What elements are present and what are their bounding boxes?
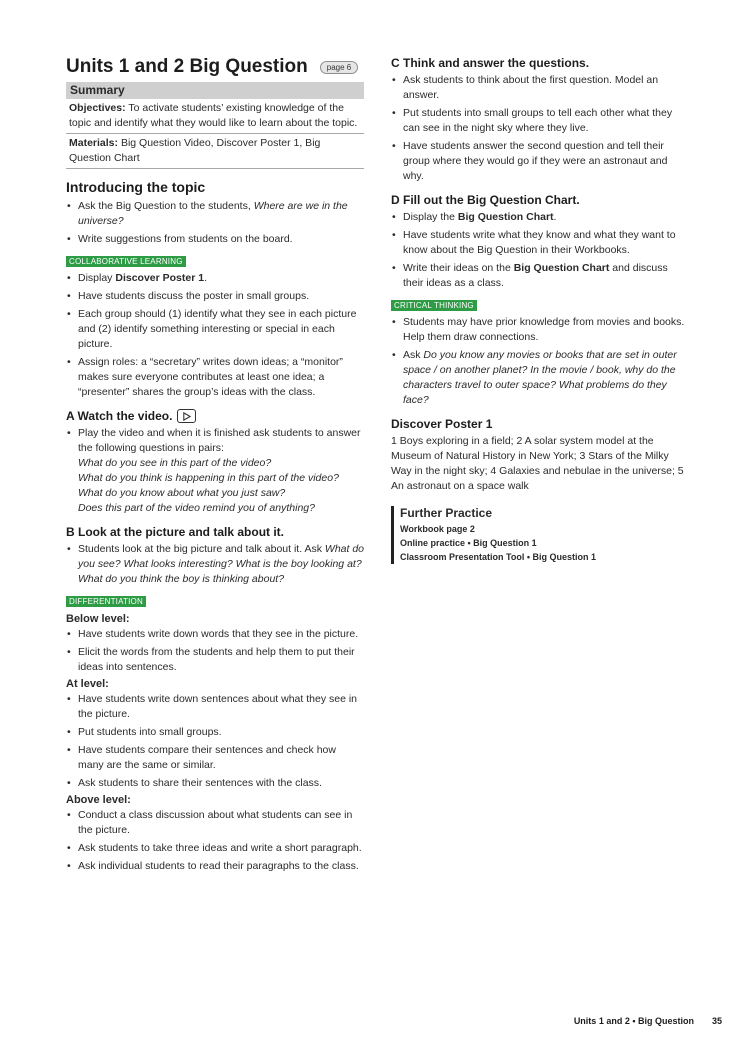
list-item: • Ask students to share their sentences with the class.: [66, 776, 364, 791]
list-item: • Have students discuss the poster in small groups.: [66, 289, 364, 304]
step-b-heading: B Look at the picture and talk about it.: [66, 525, 285, 539]
further-practice-box: [391, 506, 691, 564]
collab-list: [66, 271, 364, 400]
objectives-row: [66, 99, 364, 134]
critical-thinking-tag: CRITICAL THINKING: [391, 300, 477, 311]
summary-box: [66, 82, 364, 169]
page-number: 35: [711, 1016, 722, 1026]
list-item: • Write suggestions from students on the board.: [66, 232, 364, 247]
further-practice-item: Online practice • Big Question 1: [400, 538, 537, 548]
further-practice-item: Workbook page 2: [400, 524, 475, 534]
below-level-label: Below level:: [66, 613, 130, 625]
materials-text: Big Question Video, Discover Poster 1, Big Question Chart: [69, 137, 321, 164]
list-item: • Have students compare their sentences and check how many are the same or similar.: [66, 743, 364, 773]
question-1: What do you see in this part of the video?: [78, 457, 272, 469]
list-item: • Play the video and when it is finished ask students to answer the following questions in pairs: What do you see in this part of the video? What do you think is happening in this part of the video? What do you know about what you just saw? Does this part of the video remind you of anything?: [66, 426, 364, 516]
list-item: • Have students write what they know and what they want to know about the Big Question in their Workbooks.: [391, 228, 691, 258]
list-item: • Students look at the big picture and talk about it. Ask What do you see? What looks interesting? What is the boy looking at? What do you think the boy is thinking about?: [66, 542, 364, 587]
differentiation-tag: DIFFERENTIATION: [66, 596, 146, 607]
step-c-list: [391, 73, 691, 184]
list-item: • Display the Big Question Chart.: [391, 210, 691, 225]
step-a-list: [66, 426, 364, 516]
list-item: • Ask the Big Question to the students, Where are we in the universe?: [66, 199, 364, 229]
list-item: • Ask individual students to read their paragraphs to the class.: [66, 859, 364, 874]
discover-poster-text: 1 Boys exploring in a field; 2 A solar system model at the Museum of Natural History in New York; 3 Stars of the Milky Way in the night sky; 4 Galaxies and nebulae in the universe; 5 An astronaut on a space walk: [391, 435, 684, 492]
discover-poster-heading: Discover Poster 1: [391, 417, 493, 431]
at-level-list: [66, 692, 364, 791]
play-video-icon[interactable]: [177, 409, 196, 423]
list-item: • Write their ideas on the Big Question Chart and discuss their ideas as a class.: [391, 261, 691, 291]
list-item: • Have students answer the second question and tell their group where they would go if they were an astronaut and why.: [391, 139, 691, 184]
list-item: • Elicit the words from the students and help them to put their ideas into sentences.: [66, 645, 364, 675]
intro-heading: Introducing the topic: [66, 179, 206, 195]
objectives-text: To activate students’ existing knowledge of the topic and identify what they would like to learn about the topic.: [69, 102, 358, 129]
title-row: [66, 56, 364, 78]
list-item: • Have students write down words that they see in the picture.: [66, 627, 364, 642]
list-item: • Ask Do you know any movies or books that are set in outer space / on another planet? In the movie / book, why do the characters travel to outer space? What problems do they face?: [391, 348, 691, 408]
list-item: • Ask students to think about the first question. Model an answer.: [391, 73, 691, 103]
further-practice-title: Further Practice: [400, 506, 493, 520]
list-item: • Put students into small groups.: [66, 725, 364, 740]
summary-heading: Summary: [66, 82, 364, 99]
left-column: [66, 56, 364, 877]
right-column: [391, 56, 691, 564]
page-footer: [574, 1016, 722, 1026]
intro-list: [66, 199, 364, 247]
page-title: Units 1 and 2 Big Question: [66, 56, 308, 77]
page-reference-badge: page 6: [320, 61, 358, 74]
step-b-list: [66, 542, 364, 587]
list-item: • Assign roles: a “secretary” writes down ideas; a “monitor” makes sure everyone contributes at least one idea; a “presenter” shares the group’s ideas with the class.: [66, 355, 364, 400]
list-item: • Have students write down sentences about what they see in the picture.: [66, 692, 364, 722]
list-item: • Display Discover Poster 1.: [66, 271, 364, 286]
question-4: Does this part of the video remind you of anything?: [78, 502, 315, 514]
objectives-label: Objectives:: [69, 102, 126, 114]
list-item: • Students may have prior knowledge from movies and books. Help them draw connections.: [391, 315, 691, 345]
list-item: • Each group should (1) identify what they see in each picture and (2) identify something interesting or special in each picture.: [66, 307, 364, 352]
above-level-list: [66, 808, 364, 874]
question-2: What do you think is happening in this part of the video?: [78, 472, 339, 484]
footer-label: Units 1 and 2 • Big Question: [573, 1016, 694, 1026]
critical-list: [391, 315, 691, 408]
above-level-label: Above level:: [66, 794, 131, 806]
list-item: • Conduct a class discussion about what students can see in the picture.: [66, 808, 364, 838]
below-level-list: [66, 627, 364, 675]
list-item: • Put students into small groups to tell each other what they can see in the night sky where they live.: [391, 106, 691, 136]
materials-label: Materials:: [69, 137, 119, 149]
collaborative-learning-tag: COLLABORATIVE LEARNING: [66, 256, 186, 267]
step-a-heading: A Watch the video.: [66, 409, 364, 423]
step-c-heading: C Think and answer the questions.: [391, 56, 590, 70]
list-item: • Ask students to take three ideas and write a short paragraph.: [66, 841, 364, 856]
step-d-heading: D Fill out the Big Question Chart.: [391, 193, 580, 207]
materials-row: [66, 134, 364, 169]
step-d-list: [391, 210, 691, 291]
at-level-label: At level:: [66, 678, 109, 690]
further-practice-item: Classroom Presentation Tool • Big Question 1: [400, 552, 597, 562]
question-3: What do you know about what you just saw?: [78, 487, 286, 499]
